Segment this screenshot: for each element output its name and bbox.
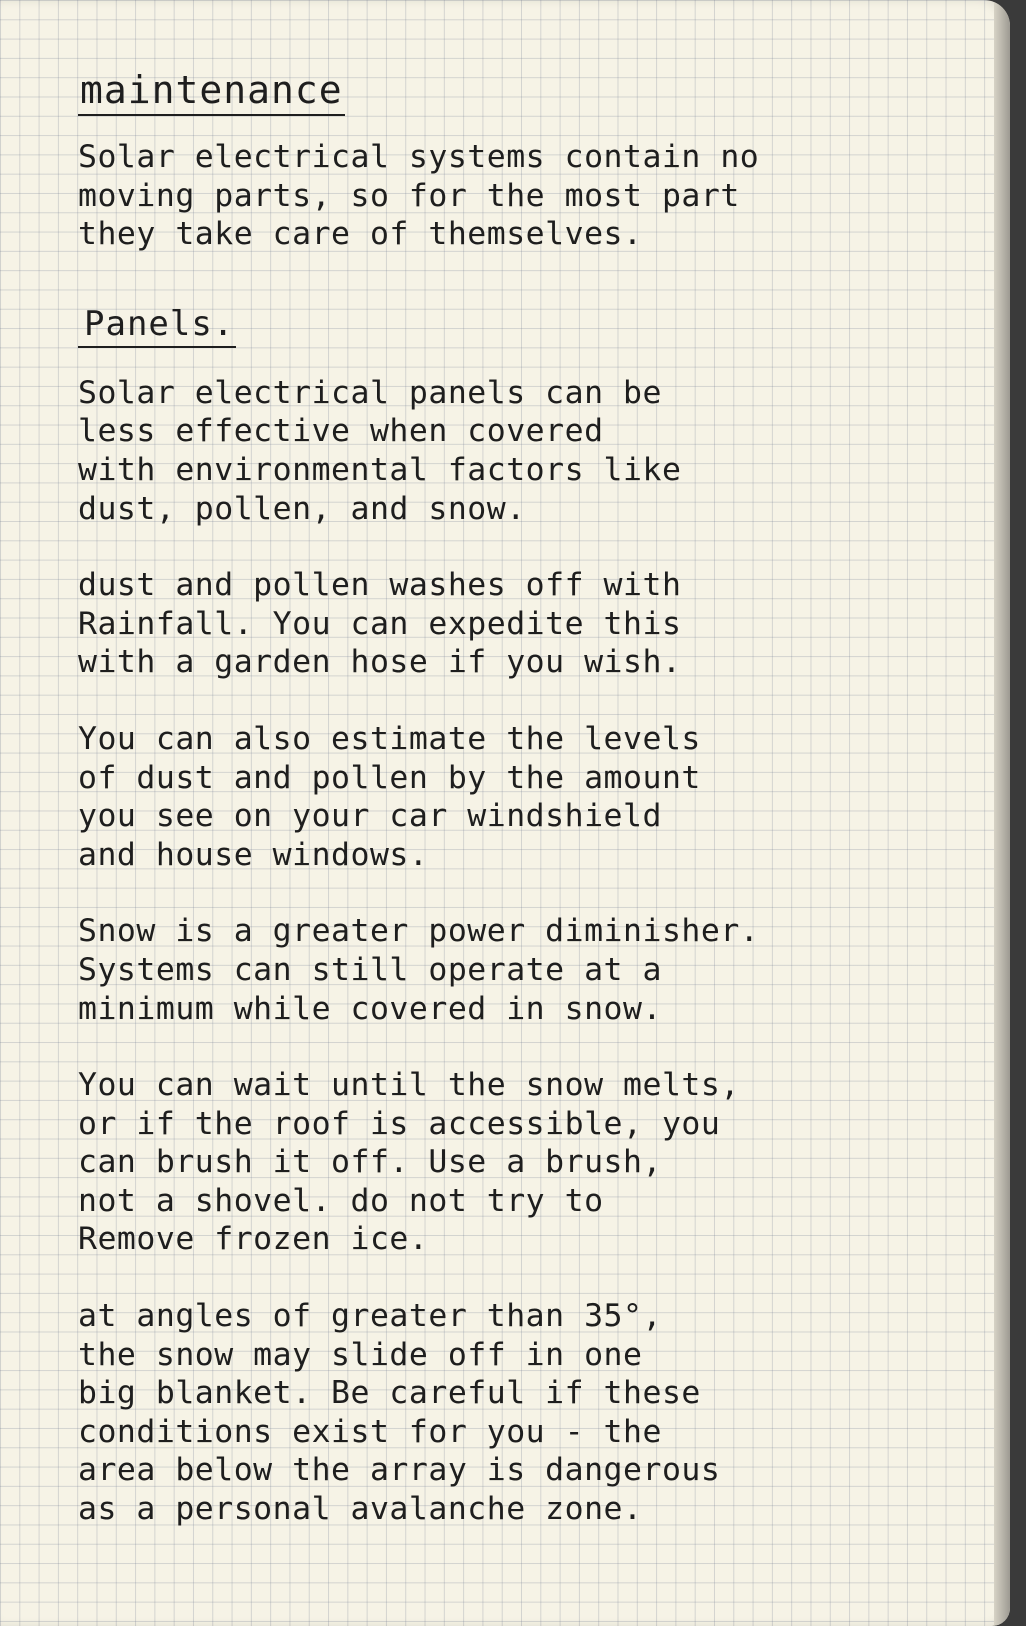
text-line: with a garden hose if you wish.	[78, 644, 682, 681]
text-line: You can wait until the snow melts,	[78, 1067, 740, 1104]
text-line: they take care of themselves.	[78, 216, 643, 253]
intro-paragraph	[78, 138, 958, 254]
text-line: moving parts, so for the most part	[78, 177, 740, 214]
text-line: at angles of greater than 35°,	[78, 1298, 662, 1335]
text-line: you see on your car windshield	[78, 798, 662, 835]
text-line: Snow is a greater power diminisher.	[78, 913, 760, 950]
page-title: maintenance	[78, 68, 345, 116]
text-line: as a personal avalanche zone.	[78, 1491, 643, 1528]
text-line: Remove frozen ice.	[78, 1221, 429, 1258]
text-line: less effective when covered	[78, 413, 604, 450]
paragraph-effectiveness	[78, 374, 958, 528]
paragraph-estimate	[78, 720, 958, 874]
text-line: conditions exist for you - the	[78, 1413, 662, 1450]
text-line: not a shovel. do not try to	[78, 1182, 604, 1219]
text-line: You can also estimate the levels	[78, 720, 701, 757]
text-line: dust and pollen washes off with	[78, 567, 682, 604]
text-line: Systems can still operate at a	[78, 951, 662, 988]
paragraph-snow	[78, 912, 958, 1028]
paragraph-avalanche	[78, 1297, 958, 1529]
text-line: can brush it off. Use a brush,	[78, 1144, 662, 1181]
text-line: minimum while covered in snow.	[78, 990, 662, 1027]
page-content	[78, 68, 958, 1567]
page-edge	[994, 0, 1010, 1626]
text-line: the snow may slide off in one	[78, 1336, 643, 1373]
section-title: Panels.	[78, 304, 236, 348]
paragraph-dust	[78, 566, 958, 682]
text-line: or if the roof is accessible, you	[78, 1105, 721, 1142]
paragraph-snow-removal	[78, 1066, 958, 1259]
text-line: Solar electrical systems contain no	[78, 139, 760, 175]
text-line: with environmental factors like	[78, 451, 682, 488]
text-line: dust, pollen, and snow.	[78, 490, 526, 527]
text-line: Solar electrical panels can be	[78, 374, 662, 411]
text-line: of dust and pollen by the amount	[78, 759, 701, 796]
text-line: area below the array is dangerous	[78, 1452, 721, 1489]
text-line: and house windows.	[78, 836, 429, 873]
text-line: Rainfall. You can expedite this	[78, 605, 682, 642]
text-line: big blanket. Be careful if these	[78, 1375, 701, 1412]
